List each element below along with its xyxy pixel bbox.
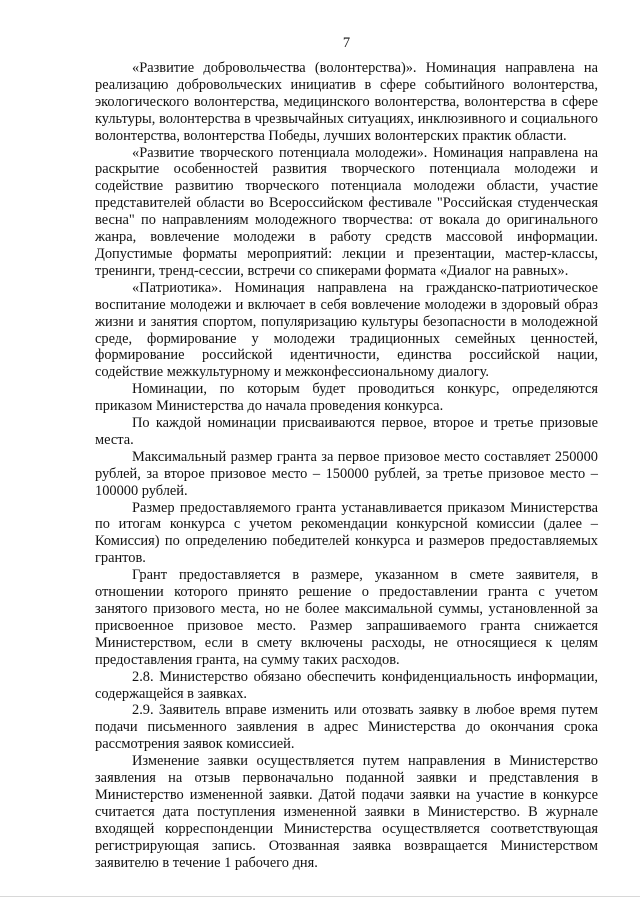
paragraph-grant-estimate: Грант предоставляется в размере, указанном в смете заявителя, в отношении которого принято решение о предоставлении гранта с учетом занятого призового места, но не более максимальной суммы, установленной за присвоенное призовое место. Размер запрашиваемого гранта снижается Министерством, если в смету включены расходы, не относящиеся к целям предоставления гранта, на сумму таких расходов. (95, 567, 598, 668)
paragraph-max-grant-amounts: Максимальный размер гранта за первое призовое место составляет 250000 рублей, за второе призовое место – 150000 рублей, за третье призовое место – 100000 рублей. (95, 448, 598, 499)
paragraph-volunteering-nomination: «Развитие добровольчества (волонтерства)». Номинация направлена на реализацию добровольческих инициатив в сфере событийного волонтерства, экологического волонтерства, медицинского волонтерства, волонтерства в сфере культуры, волонтерства в чрезвычайных ситуациях, инклюзивного и социального волонтерства, волонтерства Победы, лучших волонтерских практик области. (95, 60, 598, 144)
paragraph-section-2-8: 2.8. Министерство обязано обеспечить конфиденциальность информации, содержащейся в заявках. (95, 668, 598, 702)
page-number: 7 (342, 35, 351, 51)
paragraph-application-change: Изменение заявки осуществляется путем направления в Министерство заявления на отзыв первоначально поданной заявки и представления в Министерство измененной заявки. Датой подачи заявки на участие в конкурсе считается дата поступления измененной заявки в Министерство. В журнале входящей корреспонденции Министерства осуществляется соответствующая регистрирующая запись. Отозванная заявка возвращается Министерством заявителю в течение 1 рабочего дня. (95, 753, 598, 871)
paragraph-section-2-9: 2.9. Заявитель вправе изменить или отозвать заявку в любое время путем подачи письменного заявления в адрес Министерства до окончания срока рассмотрения заявок комиссией. (95, 702, 598, 753)
paragraph-creative-potential-nomination: «Развитие творческого потенциала молодежи». Номинация направлена на раскрытие особенностей развития творческого потенциала молодежи и содействие развитию творческого потенциала молодежи области, участие представителей области во Всероссийском фестивале "Российская студенческая весна" по направлениям молодежного творчества: от вокала до оригинального жанра, вовлечение молодежи в работу средств массовой информации. Допустимые форматы мероприятий: лекции и презентации, мастер-классы, тренинги, тренд-сессии, встречи со спикерами формата «Диалог на равных». (95, 144, 598, 279)
page-bottom-edge (0, 896, 640, 897)
document-body (95, 60, 598, 872)
paragraph-patriotics-nomination: «Патриотика». Номинация направлена на гражданско-патриотическое воспитание молодежи и включает в себя вовлечение молодежи в здоровый образ жизни и занятия спортом, популяризацию культуры безопасности в молодежной среде, формирование у молодежи традиционных семейных ценностей, формирование российской идентичности, единства российской нации, содействие межкультурному и межконфессиональному диалогу. (95, 279, 598, 381)
paragraph-grant-size-order: Размер предоставляемого гранта устанавливается приказом Министерства по итогам конкурса с учетом рекомендации конкурсной комиссии (далее – Комиссия) по определению победителей конкурса и размеров предоставляемых грантов. (95, 499, 598, 567)
paragraph-nominations-order: Номинации, по которым будет проводиться конкурс, определяются приказом Министерства до начала проведения конкурса. (95, 381, 598, 415)
paragraph-prize-places: По каждой номинации присваиваются первое, второе и третье призовые места. (95, 415, 598, 448)
